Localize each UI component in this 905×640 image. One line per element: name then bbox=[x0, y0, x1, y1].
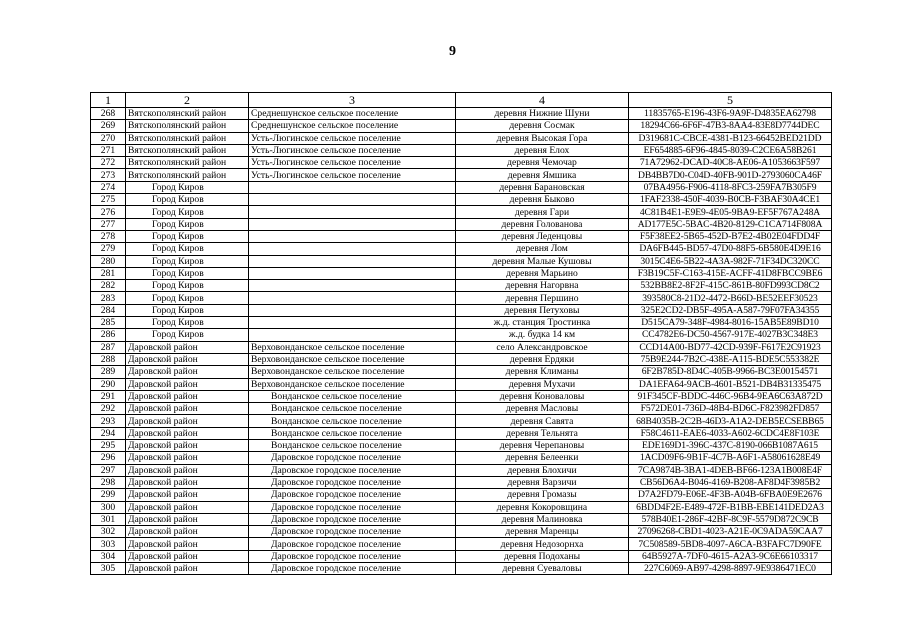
locality-cell: деревня Петуховы bbox=[456, 304, 629, 316]
table-row bbox=[91, 513, 832, 525]
table-row bbox=[91, 230, 832, 242]
settlement-cell: Усть-Люгинское сельское поселение bbox=[249, 157, 456, 169]
row-number-cell: 298 bbox=[91, 476, 126, 488]
locality-cell: деревня Блохичи bbox=[456, 464, 629, 476]
district-cell: Вятскополянский район bbox=[126, 108, 249, 120]
row-number-cell: 292 bbox=[91, 403, 126, 415]
locality-cell: деревня Подоханы bbox=[456, 550, 629, 562]
settlement-cell bbox=[249, 292, 456, 304]
district-cell: Даровской район bbox=[126, 390, 249, 402]
settlement-cell: Усть-Люгинское сельское поселение bbox=[249, 132, 456, 144]
district-cell: Даровской район bbox=[126, 550, 249, 562]
locality-cell: деревня Ямшика bbox=[456, 169, 629, 181]
settlement-cell: Даровское городское поселение bbox=[249, 476, 456, 488]
settlement-cell bbox=[249, 329, 456, 341]
table-row bbox=[91, 378, 832, 390]
locality-cell: деревня Гари bbox=[456, 206, 629, 218]
district-cell: Вятскополянский район bbox=[126, 169, 249, 181]
code-cell: 68B4035B-2C2B-46D3-A1A2-DEB5ECSEBB65 bbox=[629, 415, 832, 427]
table-row bbox=[91, 292, 832, 304]
table-row bbox=[91, 390, 832, 402]
column-header: 3 bbox=[249, 93, 456, 108]
code-cell: F58C4611-EAE6-4033-A602-6CDC4E8F103E bbox=[629, 427, 832, 439]
district-cell: Даровской район bbox=[126, 378, 249, 390]
row-number-cell: 302 bbox=[91, 526, 126, 538]
settlement-cell bbox=[249, 194, 456, 206]
code-cell: 4C81B4E1-E9E9-4E05-9BA9-EF5F767A248A bbox=[629, 206, 832, 218]
row-number-cell: 271 bbox=[91, 144, 126, 156]
district-cell: Даровской район bbox=[126, 440, 249, 452]
table-row bbox=[91, 403, 832, 415]
code-cell: F3B19C5F-C163-415E-ACFF-41D8FBCC9BE6 bbox=[629, 267, 832, 279]
row-number-cell: 299 bbox=[91, 489, 126, 501]
row-number-cell: 278 bbox=[91, 230, 126, 242]
column-header: 5 bbox=[629, 93, 832, 108]
code-cell: DB4BB7D0-C04D-40FB-901D-2793060CA46F bbox=[629, 169, 832, 181]
code-cell: EF654885-6F96-4845-8039-C2CE6A58B261 bbox=[629, 144, 832, 156]
district-cell: Город Киров bbox=[126, 329, 249, 341]
code-cell: 3015C4E6-5B22-4A3A-982F-71F34DC320CC bbox=[629, 255, 832, 267]
locality-cell: деревня Першино bbox=[456, 292, 629, 304]
code-cell: AD177E5C-5BAC-4B20-8129-C1CA714F808A bbox=[629, 218, 832, 230]
district-cell: Даровской район bbox=[126, 476, 249, 488]
row-number-cell: 277 bbox=[91, 218, 126, 230]
code-cell: 393580C8-21D2-4472-B66D-BE52EEF30523 bbox=[629, 292, 832, 304]
settlement-cell: Среднешунское сельское поселение bbox=[249, 120, 456, 132]
code-cell: 27096268-CBD1-4023-A21E-0C9ADA59CAA7 bbox=[629, 526, 832, 538]
row-number-cell: 270 bbox=[91, 132, 126, 144]
code-cell: DA1EFA64-9ACB-4601-B521-DB4B31335475 bbox=[629, 378, 832, 390]
locality-cell: деревня Белеенки bbox=[456, 452, 629, 464]
code-cell: F572DE01-736D-48B4-BD6C-F823982FD857 bbox=[629, 403, 832, 415]
code-cell: 91F345CF-BDDC-446C-96B4-9EA6C63A872D bbox=[629, 390, 832, 402]
district-cell: Вятскополянский район bbox=[126, 157, 249, 169]
settlement-cell: Даровское городское поселение bbox=[249, 526, 456, 538]
locality-cell: деревня Ердяки bbox=[456, 353, 629, 365]
district-cell: Город Киров bbox=[126, 230, 249, 242]
settlement-cell bbox=[249, 206, 456, 218]
locality-cell: деревня Леденцовы bbox=[456, 230, 629, 242]
settlement-cell: Даровское городское поселение bbox=[249, 464, 456, 476]
row-number-cell: 282 bbox=[91, 280, 126, 292]
settlement-cell: Даровское городское поселение bbox=[249, 452, 456, 464]
table-row bbox=[91, 562, 832, 574]
code-cell: 325E2CD2-DB5F-495A-A587-79F07FA34355 bbox=[629, 304, 832, 316]
register-table bbox=[90, 92, 832, 575]
row-number-cell: 296 bbox=[91, 452, 126, 464]
locality-cell: деревня Савята bbox=[456, 415, 629, 427]
locality-cell: деревня Черепановы bbox=[456, 440, 629, 452]
table-row bbox=[91, 144, 832, 156]
row-number-cell: 269 bbox=[91, 120, 126, 132]
district-cell: Город Киров bbox=[126, 280, 249, 292]
row-number-cell: 284 bbox=[91, 304, 126, 316]
settlement-cell: Вонданское сельское поселение bbox=[249, 440, 456, 452]
code-cell: CC4782E6-DC50-4567-917E-4027B3C348E3 bbox=[629, 329, 832, 341]
settlement-cell bbox=[249, 280, 456, 292]
row-number-cell: 290 bbox=[91, 378, 126, 390]
locality-cell: деревня Масловы bbox=[456, 403, 629, 415]
locality-cell: деревня Марьино bbox=[456, 267, 629, 279]
district-cell: Даровской район bbox=[126, 513, 249, 525]
row-number-cell: 295 bbox=[91, 440, 126, 452]
locality-cell: деревня Малые Кушовы bbox=[456, 255, 629, 267]
code-cell: 578B40E1-286F-42BF-8C9F-5579D872C9CB bbox=[629, 513, 832, 525]
row-number-cell: 275 bbox=[91, 194, 126, 206]
row-number-cell: 301 bbox=[91, 513, 126, 525]
code-cell: 1FAF2338-450F-4039-B0CB-F3BAF30A4CE1 bbox=[629, 194, 832, 206]
row-number-cell: 273 bbox=[91, 169, 126, 181]
row-number-cell: 276 bbox=[91, 206, 126, 218]
settlement-cell: Вонданское сельское поселение bbox=[249, 427, 456, 439]
locality-cell: деревня Чемочар bbox=[456, 157, 629, 169]
row-number-cell: 280 bbox=[91, 255, 126, 267]
row-number-cell: 288 bbox=[91, 353, 126, 365]
locality-cell: ж.д. станция Тростинка bbox=[456, 317, 629, 329]
settlement-cell: Даровское городское поселение bbox=[249, 550, 456, 562]
table-row bbox=[91, 464, 832, 476]
locality-cell: деревня Кокоровщина bbox=[456, 501, 629, 513]
settlement-cell: Верховонданское сельское поселение bbox=[249, 378, 456, 390]
settlement-cell: Усть-Люгинское сельское поселение bbox=[249, 169, 456, 181]
settlement-cell: Даровское городское поселение bbox=[249, 562, 456, 574]
row-number-cell: 289 bbox=[91, 366, 126, 378]
settlement-cell bbox=[249, 218, 456, 230]
code-cell: 11835765-E196-43F6-9A9F-D4835EA62798 bbox=[629, 108, 832, 120]
settlement-cell: Верховонданское сельское поселение bbox=[249, 341, 456, 353]
district-cell: Даровской район bbox=[126, 464, 249, 476]
column-header: 1 bbox=[91, 93, 126, 108]
locality-cell: деревня Коноваловы bbox=[456, 390, 629, 402]
row-number-cell: 287 bbox=[91, 341, 126, 353]
locality-cell: деревня Барановская bbox=[456, 181, 629, 193]
table-row bbox=[91, 452, 832, 464]
locality-cell: село Александровское bbox=[456, 341, 629, 353]
table-row bbox=[91, 304, 832, 316]
locality-cell: деревня Высокая Гора bbox=[456, 132, 629, 144]
settlement-cell: Усть-Люгинское сельское поселение bbox=[249, 144, 456, 156]
locality-cell: ж.д. будка 14 км bbox=[456, 329, 629, 341]
district-cell: Даровской район bbox=[126, 353, 249, 365]
locality-cell: деревня Суеваловы bbox=[456, 562, 629, 574]
settlement-cell bbox=[249, 304, 456, 316]
district-cell: Город Киров bbox=[126, 292, 249, 304]
table-row bbox=[91, 476, 832, 488]
row-number-cell: 297 bbox=[91, 464, 126, 476]
table-row bbox=[91, 415, 832, 427]
row-number-cell: 293 bbox=[91, 415, 126, 427]
locality-cell: деревня Елох bbox=[456, 144, 629, 156]
table-row bbox=[91, 108, 832, 120]
settlement-cell: Вонданское сельское поселение bbox=[249, 403, 456, 415]
district-cell: Даровской район bbox=[126, 403, 249, 415]
settlement-cell: Даровское городское поселение bbox=[249, 489, 456, 501]
table-row bbox=[91, 489, 832, 501]
district-cell: Город Киров bbox=[126, 218, 249, 230]
table-row bbox=[91, 341, 832, 353]
table-row bbox=[91, 440, 832, 452]
settlement-cell: Вонданское сельское поселение bbox=[249, 415, 456, 427]
code-cell: D515CA79-348F-4984-8016-15AB5E89BD10 bbox=[629, 317, 832, 329]
settlement-cell: Вонданское сельское поселение bbox=[249, 390, 456, 402]
district-cell: Город Киров bbox=[126, 243, 249, 255]
table-row bbox=[91, 317, 832, 329]
settlement-cell bbox=[249, 267, 456, 279]
locality-cell: деревня Громазы bbox=[456, 489, 629, 501]
locality-cell: деревня Тельнята bbox=[456, 427, 629, 439]
district-cell: Вятскополянский район bbox=[126, 120, 249, 132]
row-number-cell: 303 bbox=[91, 538, 126, 550]
table-row bbox=[91, 132, 832, 144]
district-cell: Вятскополянский район bbox=[126, 132, 249, 144]
code-cell: 532BB8E2-8F2F-415C-861B-80FD993CD8C2 bbox=[629, 280, 832, 292]
table-row bbox=[91, 550, 832, 562]
district-cell: Город Киров bbox=[126, 206, 249, 218]
code-cell: 7C508589-5BD8-4097-A6CA-B3FAFC7D90FE bbox=[629, 538, 832, 550]
row-number-cell: 281 bbox=[91, 267, 126, 279]
code-cell: 227C6069-AB97-4298-8897-9E9386471EC0 bbox=[629, 562, 832, 574]
code-cell: DA6FB445-BD57-47D0-88F5-6B580E4D9E16 bbox=[629, 243, 832, 255]
column-header: 2 bbox=[126, 93, 249, 108]
settlement-cell bbox=[249, 317, 456, 329]
code-cell: F5F38EE2-5B65-452D-B7E2-4B02E04FDD4F bbox=[629, 230, 832, 242]
code-cell: 71A72962-DCAD-40C8-AE06-A1053663F597 bbox=[629, 157, 832, 169]
code-cell: CCD14A00-BD77-42CD-939F-F617E2C91923 bbox=[629, 341, 832, 353]
table-row bbox=[91, 267, 832, 279]
district-cell: Город Киров bbox=[126, 194, 249, 206]
district-cell: Даровской район bbox=[126, 538, 249, 550]
row-number-cell: 286 bbox=[91, 329, 126, 341]
locality-cell: деревня Малиновка bbox=[456, 513, 629, 525]
settlement-cell: Даровское городское поселение bbox=[249, 538, 456, 550]
code-cell: 18294C66-6F6F-47B3-8AA4-83E8D7744DEC bbox=[629, 120, 832, 132]
settlement-cell bbox=[249, 181, 456, 193]
locality-cell: деревня Маренцы bbox=[456, 526, 629, 538]
district-cell: Город Киров bbox=[126, 181, 249, 193]
locality-cell: деревня Лом bbox=[456, 243, 629, 255]
table-row bbox=[91, 501, 832, 513]
table-row bbox=[91, 194, 832, 206]
header-row bbox=[91, 93, 832, 108]
row-number-cell: 285 bbox=[91, 317, 126, 329]
locality-cell: деревня Климаны bbox=[456, 366, 629, 378]
code-cell: D319681C-CBCE-4381-B123-66452BED21DD bbox=[629, 132, 832, 144]
table-row bbox=[91, 243, 832, 255]
locality-cell: деревня Нижние Шуни bbox=[456, 108, 629, 120]
district-cell: Даровской район bbox=[126, 452, 249, 464]
row-number-cell: 304 bbox=[91, 550, 126, 562]
district-cell: Вятскополянский район bbox=[126, 144, 249, 156]
row-number-cell: 274 bbox=[91, 181, 126, 193]
row-number-cell: 268 bbox=[91, 108, 126, 120]
locality-cell: деревня Сосмак bbox=[456, 120, 629, 132]
table-row bbox=[91, 218, 832, 230]
row-number-cell: 300 bbox=[91, 501, 126, 513]
district-cell: Даровской район bbox=[126, 427, 249, 439]
district-cell: Даровской район bbox=[126, 366, 249, 378]
district-cell: Город Киров bbox=[126, 304, 249, 316]
row-number-cell: 291 bbox=[91, 390, 126, 402]
table-row bbox=[91, 366, 832, 378]
table-row bbox=[91, 538, 832, 550]
code-cell: 7CA9874B-3BA1-4DEB-BF66-123A1B008E4F bbox=[629, 464, 832, 476]
table-row bbox=[91, 329, 832, 341]
code-cell: CB56D6A4-B046-4169-B208-AF8D4F3985B2 bbox=[629, 476, 832, 488]
table-body bbox=[91, 108, 832, 575]
locality-cell: деревня Голованова bbox=[456, 218, 629, 230]
settlement-cell: Даровское городское поселение bbox=[249, 513, 456, 525]
district-cell: Город Киров bbox=[126, 267, 249, 279]
locality-cell: деревня Нагорвна bbox=[456, 280, 629, 292]
table-row bbox=[91, 255, 832, 267]
settlement-cell: Верховонданское сельское поселение bbox=[249, 366, 456, 378]
locality-cell: деревня Быково bbox=[456, 194, 629, 206]
page-number: 9 bbox=[449, 44, 456, 59]
district-cell: Даровской район bbox=[126, 341, 249, 353]
district-cell: Даровской район bbox=[126, 562, 249, 574]
code-cell: 07BA4956-F906-4118-8FC3-259FA7B305F9 bbox=[629, 181, 832, 193]
settlement-cell bbox=[249, 255, 456, 267]
table-row bbox=[91, 206, 832, 218]
district-cell: Даровской район bbox=[126, 415, 249, 427]
table-row bbox=[91, 427, 832, 439]
settlement-cell bbox=[249, 243, 456, 255]
locality-cell: деревня Варзичи bbox=[456, 476, 629, 488]
locality-cell: деревня Мухачи bbox=[456, 378, 629, 390]
district-cell: Город Киров bbox=[126, 255, 249, 267]
column-header: 4 bbox=[456, 93, 629, 108]
district-cell: Даровской район bbox=[126, 489, 249, 501]
settlement-cell: Верховонданское сельское поселение bbox=[249, 353, 456, 365]
locality-cell: деревня Недозорнха bbox=[456, 538, 629, 550]
table-row bbox=[91, 526, 832, 538]
table-row bbox=[91, 280, 832, 292]
table-row bbox=[91, 169, 832, 181]
row-number-cell: 294 bbox=[91, 427, 126, 439]
table-row bbox=[91, 181, 832, 193]
district-cell: Даровской район bbox=[126, 501, 249, 513]
code-cell: D7A2FD79-E06E-4F3B-A04B-6FBA0E9E2676 bbox=[629, 489, 832, 501]
code-cell: 75B9E244-7B2C-438E-A115-BDE5C553382E bbox=[629, 353, 832, 365]
code-cell: 6BDD4F2E-E489-472F-B1BB-EBE141DED2A3 bbox=[629, 501, 832, 513]
settlement-cell: Даровское городское поселение bbox=[249, 501, 456, 513]
settlement-cell: Среднешунское сельское поселение bbox=[249, 108, 456, 120]
table-row bbox=[91, 120, 832, 132]
row-number-cell: 283 bbox=[91, 292, 126, 304]
district-cell: Даровской район bbox=[126, 526, 249, 538]
table-row bbox=[91, 353, 832, 365]
settlement-cell bbox=[249, 230, 456, 242]
row-number-cell: 305 bbox=[91, 562, 126, 574]
row-number-cell: 279 bbox=[91, 243, 126, 255]
table-row bbox=[91, 157, 832, 169]
code-cell: 64B5927A-7DF0-4615-A2A3-9C6E66103317 bbox=[629, 550, 832, 562]
code-cell: 1ACD09F6-9B1F-4C7B-A6F1-A58061628E49 bbox=[629, 452, 832, 464]
district-cell: Город Киров bbox=[126, 317, 249, 329]
code-cell: EDE169D1-396C-437C-8190-066B1087A615 bbox=[629, 440, 832, 452]
row-number-cell: 272 bbox=[91, 157, 126, 169]
code-cell: 6F2B785D-8D4C-405B-9966-BC3E00154571 bbox=[629, 366, 832, 378]
